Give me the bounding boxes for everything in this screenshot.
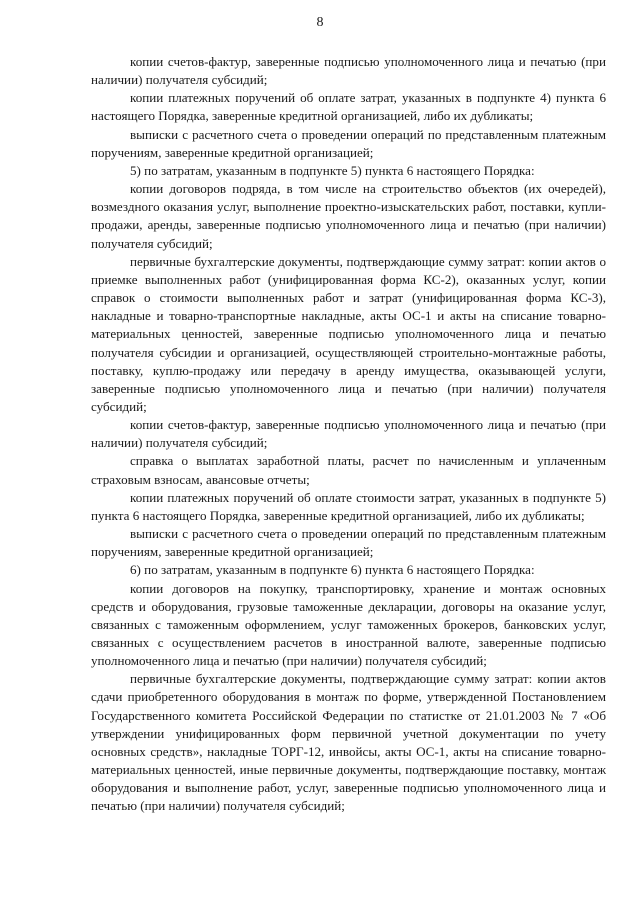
page-number: 8	[316, 15, 324, 30]
paragraph: 6) по затратам, указанным в подпункте 6) пункта 6 настоящего Порядка:	[130, 562, 535, 578]
paragraph: копии договоров подряда, в том числе на строительство объектов (их очередей), возмездного оказания услуг, выполнение проектно-изыскательских работ, поставки, купли-продажи, аренды, заверенные подписью уполномоченного лица и печатью (при наличии) получателя субсидий;	[91, 181, 606, 251]
paragraph: первичные бухгалтерские документы, подтверждающие сумму затрат: копии актов сдачи приобретенного оборудования в монтаж по форме, утвержденной Постановлением Государственного комитета Российской Федерации по статистке от 21.01.2003 № 7 «Об утверждении унифицированных форм первичной учетной документации по учету основных средств», накладные ТОРГ-12, инвойсы, акты ОС-1, акты на списание товарно-материальных ценностей, иные первичные документы, подтверждающие поставку, монтаж оборудования и выполнение работ, услуг, заверенные подписью уполномоченного лица и печатью (при наличии) получателя субсидий;	[91, 671, 606, 814]
paragraph: выписки с расчетного счета о проведении операций по представленным платежным поручениям, заверенные кредитной организацией;	[91, 126, 606, 160]
paragraph: справка о выплатах заработной платы, расчет по начисленным и уплаченным страховым взносам, авансовые отчеты;	[91, 453, 606, 487]
paragraph: копии счетов-фактур, заверенные подписью уполномоченного лица и печатью (при наличии) получателя субсидий;	[91, 54, 606, 88]
paragraph: копии договоров на покупку, транспортировку, хранение и монтаж основных средств и оборудования, грузовые таможенные декларации, договоры на оказание услуг, связанных с таможенным оформлением, услуг таможенных брокеров, банковских услуг, связанных с осуществлением расчетов в иностранной валюте, заверенные подписью уполномоченного лица и печатью (при наличии) получателя субсидий;	[91, 580, 606, 669]
paragraph: копии платежных поручений об оплате стоимости затрат, указанных в подпункте 5) пункта 6 настоящего Порядка, заверенные кредитной организацией, либо их дубликаты;	[91, 489, 606, 523]
paragraph: копии платежных поручений об оплате затрат, указанных в подпункте 4) пункта 6 настоящего Порядка, заверенные кредитной организацией, либо их дубликаты;	[91, 90, 606, 124]
paragraph: 5) по затратам, указанным в подпункте 5) пункта 6 настоящего Порядка:	[130, 162, 535, 178]
paragraph: копии счетов-фактур, заверенные подписью уполномоченного лица и печатью (при наличии) получателя субсидий;	[91, 417, 606, 451]
document-body	[91, 53, 606, 816]
paragraph: выписки с расчетного счета о проведении операций по представленным платежным поручениям, заверенные кредитной организацией;	[91, 526, 606, 560]
paragraph: первичные бухгалтерские документы, подтверждающие сумму затрат: копии актов о приемке выполненных работ (унифицированная форма КС-2), оказанных услуг, копии справок о стоимости выполненных работ и затрат (унифицированная форма КС-3), накладные и товарно-транспортные накладные, акты ОС-1 и акты на списание товарно-материальных ценностей, заверенные подписью уполномоченного лица и печатью получателя субсидии и организацией, осуществляющей строительно-монтажные работы, поставку, куплю-продажу или передачу в аренду имущества, оказывающей услуги, заверенные подписью уполномоченного лица и печатью (при наличии) получателя субсидий;	[91, 253, 606, 414]
